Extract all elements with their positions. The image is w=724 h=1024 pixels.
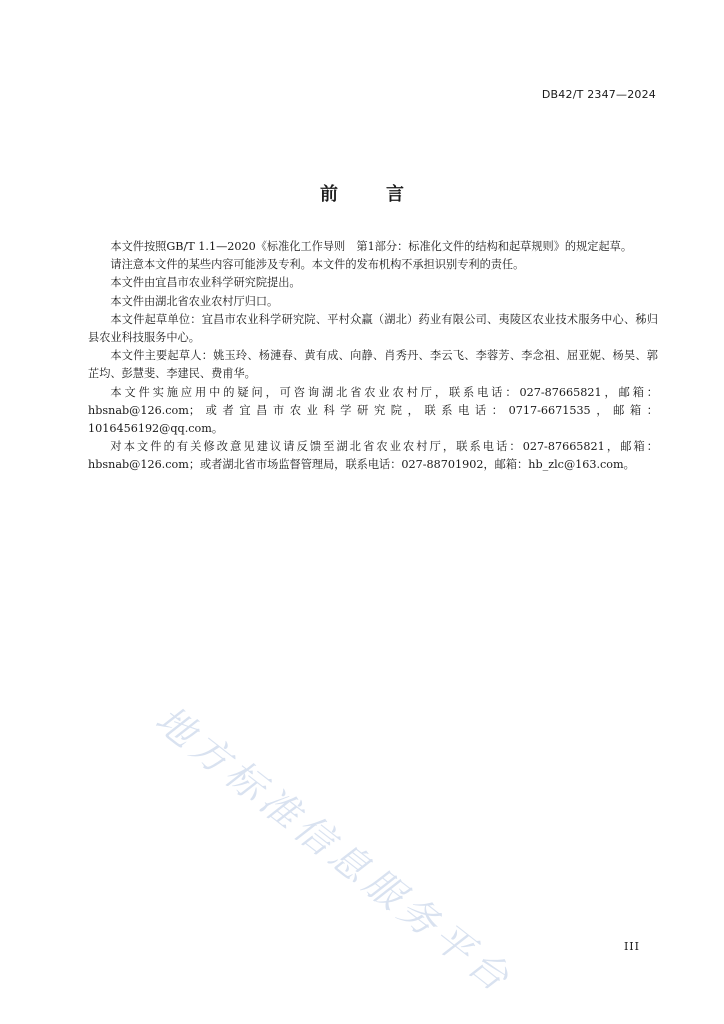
watermark: 地方标准信息服务平台 (147, 697, 522, 1003)
paragraph-drafting-basis: 本文件按照GB/T 1.1—2020《标准化工作导则 第1部分：标准化文件的结构和起草规则》的规定起草。 (110, 240, 633, 253)
foreword-body (88, 238, 658, 475)
paragraph-drafting-units: 本文件起草单位：宜昌市农业科学研究院、平村众赢（湖北）药业有限公司、夷陵区农业技术服务中心、秭归县农业科技服务中心。 (88, 312, 658, 345)
paragraph-proposer: 本文件由宜昌市农业科学研究院提出。 (110, 276, 301, 290)
title-char-2: 言 (386, 184, 404, 205)
paragraph-inquiry-contact: 本文件实施应用中的疑问，可咨询湖北省农业农村厅，联系电话：027-87665821，邮箱：hbsnab@126.com；或者宜昌市农业科学研究院，联系电话：0717-6671535，邮箱：1016456192@qq.com。 (88, 385, 658, 436)
paragraph-drafters: 本文件主要起草人：姚玉玲、杨漣春、黄有成、向静、肖秀丹、李云飞、李蓉芳、李念祖、屈亚妮、杨昊、郭芷均、彭慧斐、李建民、费甫华。 (88, 349, 658, 381)
paragraph-patent-notice: 请注意本文件的某些内容可能涉及专利。本文件的发布机构不承担识别专利的责任。 (110, 258, 525, 272)
paragraph-centralized-unit: 本文件由湖北省农业农村厅归口。 (110, 294, 279, 308)
paragraph-feedback-contact: 对本文件的有关修改意见建议请反馈至湖北省农业农村厅，联系电话：027-87665821，邮箱：hbsnab@126.com；或者湖北省市场监督管理局，联系电话：027-88701902，邮箱：hb_zlc@163.com。 (88, 440, 658, 472)
title-char-1: 前 (320, 184, 338, 205)
page-title (0, 180, 724, 206)
document-code: DB42/T 2347—2024 (541, 88, 656, 101)
page-number: III (623, 940, 640, 953)
